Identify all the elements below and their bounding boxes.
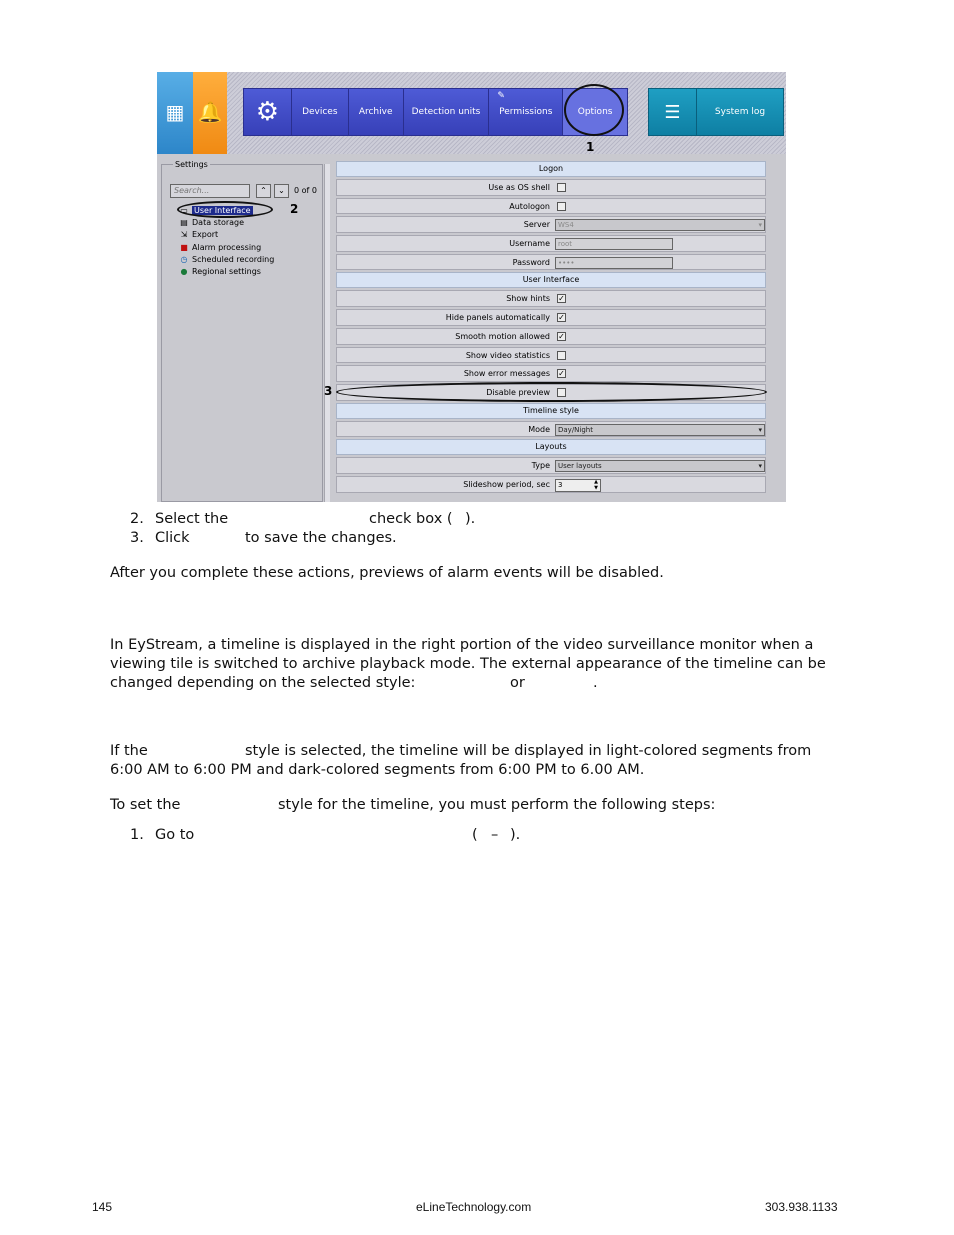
tree-item-alarm-processing[interactable] — [179, 241, 274, 253]
after-paragraph: After you complete these actions, previews of alarm events will be disabled. — [110, 565, 664, 581]
footer-website: eLineTechnology.com — [416, 1200, 532, 1214]
timeline-para-line-3c: . — [593, 675, 598, 691]
mode-select[interactable] — [555, 424, 765, 436]
tree-item-label: Alarm processing — [192, 242, 262, 252]
option-label: Hide panels automatically — [445, 313, 550, 323]
section-header-logon: Logon — [336, 161, 766, 177]
tab-permissions-label: Permissions — [499, 107, 553, 117]
tab-permissions[interactable] — [489, 89, 563, 135]
autologon-checkbox[interactable] — [557, 202, 566, 211]
set-style-text-a: To set the — [110, 797, 181, 813]
tree-item-scheduled-recording[interactable] — [179, 253, 274, 265]
daynight-para-line-2: 6:00 AM to 6:00 PM and dark-colored segments from 6:00 PM to 6.00 AM. — [110, 762, 645, 778]
server-select[interactable] — [555, 219, 765, 231]
windows-icon: ▦ — [165, 100, 185, 124]
server-value: WS4 — [558, 221, 574, 230]
footer-phone: 303.938.1133 — [765, 1200, 838, 1214]
option-mode — [336, 421, 766, 438]
tree-item-label: Regional settings — [192, 267, 261, 277]
username-field[interactable]: root — [555, 238, 673, 250]
step-1-text-d: ). — [510, 827, 521, 843]
option-label: Mode — [528, 424, 550, 434]
smooth-motion-checkbox[interactable]: ✓ — [558, 331, 565, 341]
option-password — [336, 254, 766, 271]
tab-system-log[interactable]: System log — [714, 107, 766, 117]
tab-archive[interactable]: Archive — [349, 89, 404, 135]
timeline-para-line-3b: or — [510, 675, 525, 691]
search-prev-button[interactable]: ⌃ — [256, 184, 271, 198]
show-hints-checkbox[interactable]: ✓ — [558, 294, 565, 304]
option-use-as-os-shell — [336, 179, 766, 196]
timeline-para-line-2: viewing tile is switched to archive playback mode. The external appearance of the timeline can be — [110, 656, 826, 672]
slideshow-period-value: 3 — [558, 480, 563, 489]
callout-number-1: 1 — [586, 140, 595, 154]
option-server — [336, 216, 766, 233]
step-3-number: 3. — [130, 530, 144, 546]
callout-number-3: 3 — [324, 384, 333, 398]
option-hide-panels — [336, 309, 766, 326]
section-header-user-interface: User Interface — [336, 272, 766, 288]
step-1-text-b: ( — [472, 827, 478, 843]
step-3-text-a: Click — [155, 530, 190, 546]
tree-item-label: Data storage — [192, 217, 245, 227]
search-count: 0 of 0 — [294, 186, 317, 195]
type-select[interactable] — [555, 460, 765, 472]
step-2-text-a: Select the — [155, 511, 229, 527]
globe-icon: ● — [180, 267, 188, 277]
tree-item-export[interactable] — [179, 229, 274, 241]
option-label: Disable preview — [486, 387, 550, 397]
gear-icon: ⚙ — [244, 89, 292, 135]
callout-number-2: 2 — [290, 202, 299, 216]
tree-item-label: Scheduled recording — [192, 254, 275, 264]
alarm-tile[interactable] — [193, 72, 227, 154]
option-label: Username — [509, 239, 550, 249]
stepper-arrows-icon: ▲ ▼ — [594, 478, 598, 491]
option-label: Show hints — [506, 294, 550, 304]
option-type — [336, 457, 766, 474]
option-label: Use as OS shell — [488, 183, 550, 192]
option-smooth-motion — [336, 328, 766, 345]
section-header-timeline-style: Timeline style — [336, 403, 766, 419]
callout-circle-3 — [336, 382, 767, 402]
system-log-nav — [648, 88, 784, 136]
timeline-para-line-3a: changed depending on the selected style: — [110, 675, 416, 691]
option-label: Show video statistics — [465, 350, 550, 360]
show-video-statistics-checkbox[interactable] — [557, 351, 566, 360]
page-number: 145 — [92, 1200, 113, 1214]
monitor-icon: ▭ — [180, 205, 188, 215]
search-next-button[interactable]: ⌄ — [274, 184, 289, 198]
step-2-text-b: check box ( — [369, 511, 453, 527]
option-autologon — [336, 198, 766, 215]
callout-circle-2 — [177, 201, 273, 218]
chevron-down-icon: ▾ — [758, 462, 762, 471]
options-panel — [336, 161, 766, 495]
type-value: User layouts — [558, 462, 602, 471]
step-1-number: 1. — [130, 827, 144, 843]
option-label: Smooth motion allowed — [455, 331, 550, 341]
daynight-para-line-1a: If the — [110, 743, 148, 759]
option-label: Show error messages — [463, 369, 550, 379]
section-header-layouts: Layouts — [336, 439, 766, 455]
chevron-down-icon: ▾ — [758, 221, 762, 230]
password-field[interactable]: •••• — [555, 257, 673, 269]
panel-splitter[interactable] — [324, 164, 333, 502]
option-show-error-messages — [336, 365, 766, 382]
mode-value: Day/Night — [558, 425, 593, 434]
tree-item-label: User Interface — [194, 205, 251, 215]
tab-detection-units[interactable]: Detection units — [404, 89, 490, 135]
option-label: Server — [523, 220, 550, 230]
step-2-text-c: ). — [465, 511, 476, 527]
bell-icon: 🔔 — [197, 100, 223, 124]
set-style-text-b: style for the timeline, you must perform the following steps: — [278, 797, 716, 813]
database-icon: ▤ — [180, 217, 188, 227]
schedule-icon: ◷ — [180, 254, 188, 264]
option-label: Type — [531, 461, 550, 471]
option-label: Autologon — [509, 201, 550, 211]
option-label: Password — [512, 257, 550, 267]
use-as-os-shell-checkbox[interactable] — [557, 183, 566, 192]
show-error-messages-checkbox[interactable]: ✓ — [558, 369, 565, 379]
export-icon: ⇲ — [180, 230, 188, 240]
daynight-para-line-1b: style is selected, the timeline will be displayed in light-colored segments from — [245, 743, 812, 759]
timeline-para-line-1: In EyStream, a timeline is displayed in the right portion of the video surveillance monitor when a — [110, 637, 814, 653]
checklist-icon: ☰ — [649, 89, 697, 135]
option-username — [336, 235, 766, 252]
step-1-text-c: – — [491, 827, 499, 843]
settings-title: Settings — [175, 160, 208, 169]
search-input[interactable]: Search... — [170, 184, 250, 198]
step-3-text-b: to save the changes. — [245, 530, 397, 546]
tree-item-label: Export — [192, 230, 219, 240]
option-show-video-statistics — [336, 347, 766, 364]
tree-item-regional-settings[interactable] — [179, 265, 274, 277]
chevron-down-icon: ▾ — [758, 425, 762, 434]
hide-panels-checkbox[interactable]: ✓ — [558, 313, 565, 323]
alarm-icon: ■ — [180, 242, 188, 252]
tab-options[interactable]: Options — [563, 89, 627, 135]
step-1-text-a: Go to — [155, 827, 195, 843]
pencil-icon: ✎ — [497, 91, 505, 101]
callout-circle-1 — [564, 84, 624, 136]
option-label: Slideshow period, sec — [463, 479, 550, 489]
tree-item-data-storage[interactable] — [179, 216, 274, 228]
option-show-hints — [336, 290, 766, 307]
step-2-number: 2. — [130, 511, 144, 527]
tab-devices[interactable]: Devices — [292, 89, 349, 135]
top-panel — [157, 72, 786, 154]
windows-tile[interactable] — [157, 72, 193, 154]
options-screenshot — [157, 72, 786, 502]
slideshow-period-stepper[interactable] — [555, 479, 601, 492]
option-slideshow-period — [336, 476, 766, 493]
